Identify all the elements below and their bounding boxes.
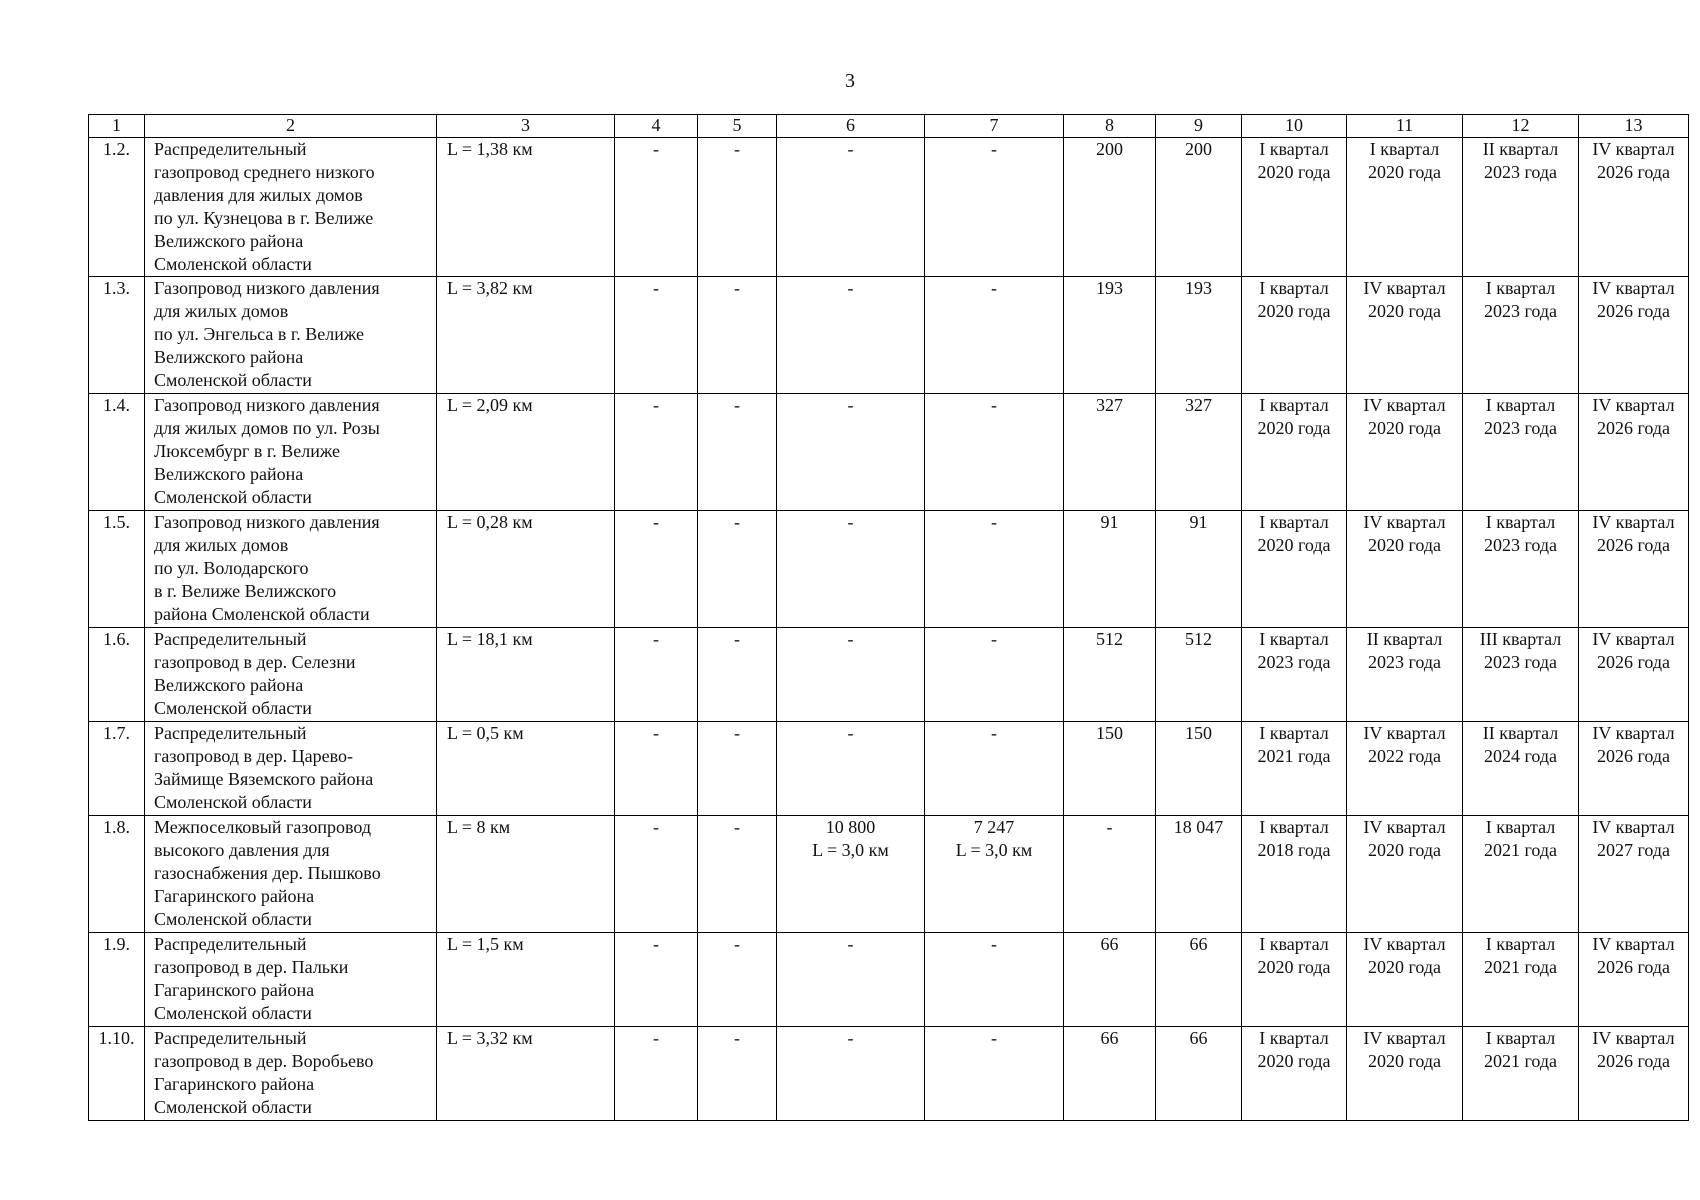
cell-col-12: I квартал 2023 года: [1463, 511, 1579, 628]
object-name: Распределительный газопровод в дер. Воробьево Гагаринского района Смоленской области: [145, 1027, 437, 1121]
cell-col-7: -: [925, 933, 1064, 1027]
cell-col-4: -: [615, 1027, 698, 1121]
table-row: [89, 394, 1689, 511]
row-number: 1.10.: [89, 1027, 145, 1121]
table-row: [89, 138, 1689, 277]
cell-col-7: 7 247 L = 3,0 км: [925, 816, 1064, 933]
column-header: 3: [437, 115, 615, 138]
table-row: [89, 1027, 1689, 1121]
cell-col-12: I квартал 2023 года: [1463, 394, 1579, 511]
cell-col-7: -: [925, 1027, 1064, 1121]
cell-col-7: -: [925, 511, 1064, 628]
column-header: 12: [1463, 115, 1579, 138]
cell-col-8: 327: [1064, 394, 1156, 511]
cell-col-11: IV квартал 2020 года: [1347, 1027, 1463, 1121]
row-number: 1.8.: [89, 816, 145, 933]
pipeline-length: L = 3,82 км: [437, 277, 615, 394]
cell-col-12: I квартал 2021 года: [1463, 1027, 1579, 1121]
cell-col-6: -: [777, 1027, 925, 1121]
table-row: [89, 511, 1689, 628]
column-header: 11: [1347, 115, 1463, 138]
cell-col-9: 66: [1156, 933, 1242, 1027]
cell-col-6: 10 800 L = 3,0 км: [777, 816, 925, 933]
pipeline-length: L = 0,5 км: [437, 722, 615, 816]
cell-col-9: 91: [1156, 511, 1242, 628]
gas-pipeline-table: [88, 114, 1689, 1121]
cell-col-5: -: [698, 816, 777, 933]
cell-col-4: -: [615, 933, 698, 1027]
cell-col-4: -: [615, 277, 698, 394]
object-name: Распределительный газопровод в дер. Селезни Велижского района Смоленской области: [145, 628, 437, 722]
cell-col-13: IV квартал 2026 года: [1579, 722, 1689, 816]
cell-col-12: I квартал 2023 года: [1463, 277, 1579, 394]
cell-col-5: -: [698, 138, 777, 277]
cell-col-8: 150: [1064, 722, 1156, 816]
cell-col-13: IV квартал 2026 года: [1579, 138, 1689, 277]
object-name: Распределительный газопровод в дер. Царево- Займище Вяземского района Смоленской области: [145, 722, 437, 816]
column-header: 13: [1579, 115, 1689, 138]
cell-col-6: -: [777, 511, 925, 628]
object-name: Газопровод низкого давления для жилых домов по ул. Энгельса в г. Велиже Велижского района Смоленской области: [145, 277, 437, 394]
object-name: Распределительный газопровод среднего низкого давления для жилых домов по ул. Кузнецова в г. Велиже Велижского района Смоленской области: [145, 138, 437, 277]
table-row: [89, 722, 1689, 816]
column-header: 7: [925, 115, 1064, 138]
cell-col-7: -: [925, 722, 1064, 816]
column-header: 4: [615, 115, 698, 138]
cell-col-4: -: [615, 138, 698, 277]
column-header: 2: [145, 115, 437, 138]
column-header: 1: [89, 115, 145, 138]
pipeline-length: L = 1,5 км: [437, 933, 615, 1027]
cell-col-8: 91: [1064, 511, 1156, 628]
cell-col-9: 150: [1156, 722, 1242, 816]
cell-col-11: IV квартал 2020 года: [1347, 277, 1463, 394]
cell-col-7: -: [925, 628, 1064, 722]
cell-col-6: -: [777, 722, 925, 816]
row-number: 1.3.: [89, 277, 145, 394]
cell-col-6: -: [777, 277, 925, 394]
column-header: 6: [777, 115, 925, 138]
cell-col-6: -: [777, 138, 925, 277]
column-header: 5: [698, 115, 777, 138]
cell-col-6: -: [777, 628, 925, 722]
table-body: [89, 138, 1689, 1121]
cell-col-9: 18 047: [1156, 816, 1242, 933]
pipeline-length: L = 0,28 км: [437, 511, 615, 628]
cell-col-5: -: [698, 511, 777, 628]
cell-col-11: IV квартал 2020 года: [1347, 816, 1463, 933]
cell-col-12: I квартал 2021 года: [1463, 933, 1579, 1027]
cell-col-9: 327: [1156, 394, 1242, 511]
table-row: [89, 277, 1689, 394]
cell-col-11: I квартал 2020 года: [1347, 138, 1463, 277]
cell-col-10: I квартал 2020 года: [1242, 277, 1347, 394]
cell-col-13: IV квартал 2026 года: [1579, 933, 1689, 1027]
cell-col-4: -: [615, 511, 698, 628]
cell-col-5: -: [698, 1027, 777, 1121]
cell-col-4: -: [615, 722, 698, 816]
cell-col-7: -: [925, 394, 1064, 511]
cell-col-12: II квартал 2024 года: [1463, 722, 1579, 816]
cell-col-8: -: [1064, 816, 1156, 933]
row-number: 1.2.: [89, 138, 145, 277]
cell-col-8: 66: [1064, 933, 1156, 1027]
row-number: 1.5.: [89, 511, 145, 628]
cell-col-11: IV квартал 2020 года: [1347, 394, 1463, 511]
cell-col-8: 193: [1064, 277, 1156, 394]
cell-col-13: IV квартал 2027 года: [1579, 816, 1689, 933]
cell-col-6: -: [777, 394, 925, 511]
cell-col-13: IV квартал 2026 года: [1579, 1027, 1689, 1121]
table-row: [89, 816, 1689, 933]
column-header: 10: [1242, 115, 1347, 138]
column-header: 9: [1156, 115, 1242, 138]
cell-col-4: -: [615, 628, 698, 722]
cell-col-10: I квартал 2020 года: [1242, 933, 1347, 1027]
cell-col-4: -: [615, 394, 698, 511]
object-name: Газопровод низкого давления для жилых домов по ул. Розы Люксембург в г. Велиже Велижского района Смоленской области: [145, 394, 437, 511]
cell-col-11: IV квартал 2022 года: [1347, 722, 1463, 816]
row-number: 1.9.: [89, 933, 145, 1027]
pipeline-length: L = 8 км: [437, 816, 615, 933]
table-header-row: [89, 115, 1689, 138]
cell-col-5: -: [698, 722, 777, 816]
pipeline-length: L = 1,38 км: [437, 138, 615, 277]
cell-col-13: IV квартал 2026 года: [1579, 511, 1689, 628]
column-header: 8: [1064, 115, 1156, 138]
cell-col-13: IV квартал 2026 года: [1579, 394, 1689, 511]
page-number: 3: [845, 70, 855, 92]
cell-col-5: -: [698, 933, 777, 1027]
cell-col-10: I квартал 2020 года: [1242, 1027, 1347, 1121]
cell-col-12: I квартал 2021 года: [1463, 816, 1579, 933]
table-row: [89, 628, 1689, 722]
cell-col-11: IV квартал 2020 года: [1347, 511, 1463, 628]
cell-col-12: III квартал 2023 года: [1463, 628, 1579, 722]
cell-col-11: II квартал 2023 года: [1347, 628, 1463, 722]
cell-col-10: I квартал 2023 года: [1242, 628, 1347, 722]
pipeline-length: L = 3,32 км: [437, 1027, 615, 1121]
object-name: Газопровод низкого давления для жилых домов по ул. Володарского в г. Велиже Велижского района Смоленской области: [145, 511, 437, 628]
row-number: 1.6.: [89, 628, 145, 722]
cell-col-10: I квартал 2020 года: [1242, 511, 1347, 628]
cell-col-5: -: [698, 277, 777, 394]
cell-col-9: 193: [1156, 277, 1242, 394]
cell-col-10: I квартал 2021 года: [1242, 722, 1347, 816]
row-number: 1.4.: [89, 394, 145, 511]
cell-col-13: IV квартал 2026 года: [1579, 277, 1689, 394]
object-name: Распределительный газопровод в дер. Пальки Гагаринского района Смоленской области: [145, 933, 437, 1027]
cell-col-8: 200: [1064, 138, 1156, 277]
table-row: [89, 933, 1689, 1027]
pipeline-length: L = 2,09 км: [437, 394, 615, 511]
cell-col-7: -: [925, 277, 1064, 394]
cell-col-8: 512: [1064, 628, 1156, 722]
cell-col-4: -: [615, 816, 698, 933]
cell-col-9: 66: [1156, 1027, 1242, 1121]
cell-col-10: I квартал 2018 года: [1242, 816, 1347, 933]
cell-col-8: 66: [1064, 1027, 1156, 1121]
cell-col-10: I квартал 2020 года: [1242, 138, 1347, 277]
cell-col-9: 512: [1156, 628, 1242, 722]
cell-col-7: -: [925, 138, 1064, 277]
row-number: 1.7.: [89, 722, 145, 816]
cell-col-12: II квартал 2023 года: [1463, 138, 1579, 277]
cell-col-10: I квартал 2020 года: [1242, 394, 1347, 511]
cell-col-6: -: [777, 933, 925, 1027]
cell-col-13: IV квартал 2026 года: [1579, 628, 1689, 722]
object-name: Межпоселковый газопровод высокого давления для газоснабжения дер. Пышково Гагаринского района Смоленской области: [145, 816, 437, 933]
pipeline-length: L = 18,1 км: [437, 628, 615, 722]
cell-col-9: 200: [1156, 138, 1242, 277]
cell-col-5: -: [698, 394, 777, 511]
cell-col-5: -: [698, 628, 777, 722]
cell-col-11: IV квартал 2020 года: [1347, 933, 1463, 1027]
